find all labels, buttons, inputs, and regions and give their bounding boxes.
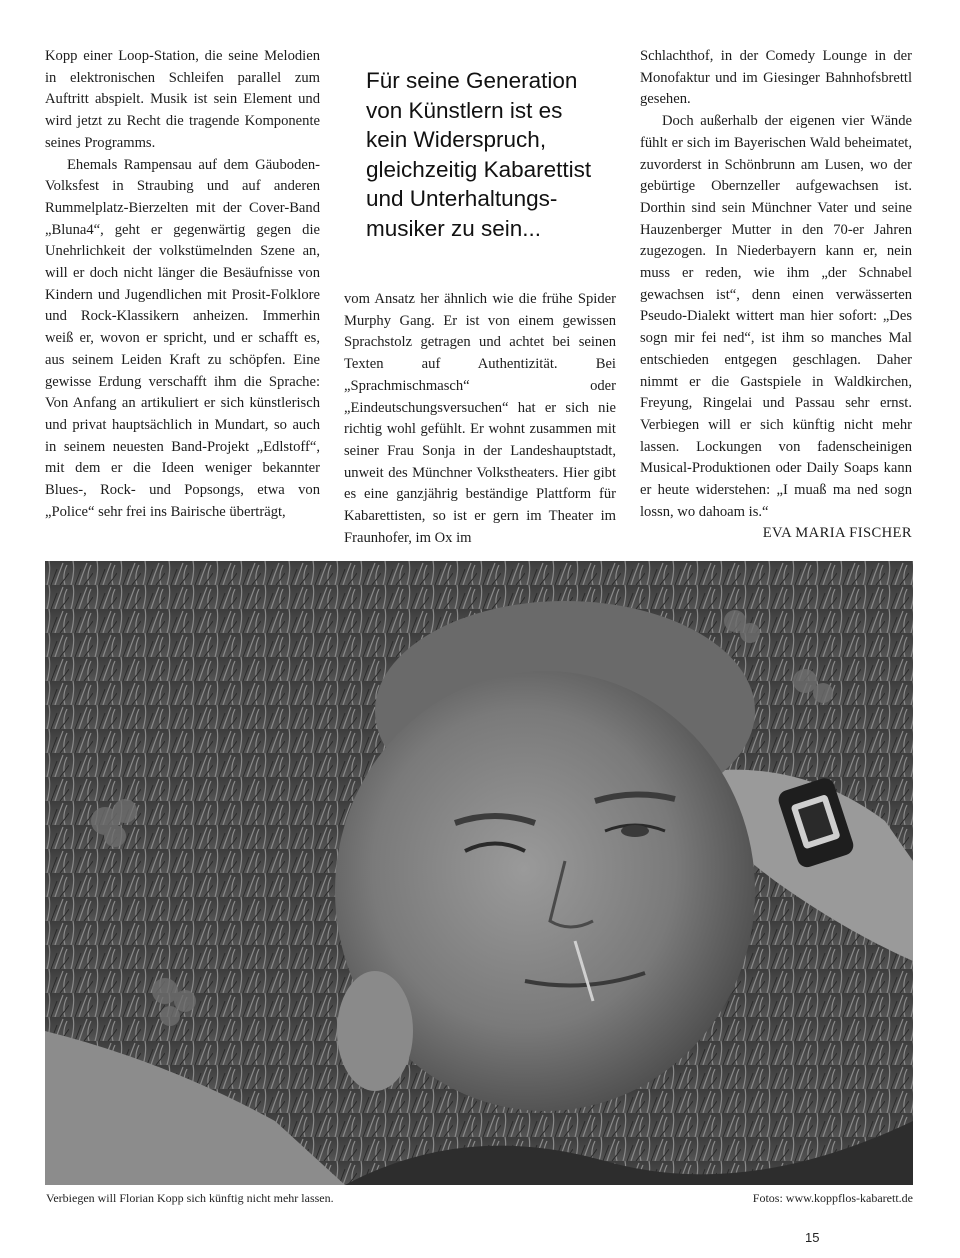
paragraph: Schlachthof, in der Comedy Lounge in der Monofaktur und im Giesinger Bahnhofsbrettl gesehen.	[640, 48, 912, 108]
pull-quote-line: und Unterhaltungs-	[366, 186, 558, 212]
page-number: 15	[805, 1230, 820, 1245]
pull-quote-line: von Künstlern ist es	[366, 97, 563, 123]
paragraph: Doch außerhalb der eigenen vier Wände fühlt er sich im Bayerischen Wald beheimatet, zuvorderst in Schönbrunn am Lusen, wo der gebürtige Obernzeller aufgewachsen ist. Dorthin sind sein Münchner Vater und seine Hauzenberger Mutter in den 70-er Jahren zugezogen. In Niederbayern kann er, nein muss er reden, wie ihm „der Schnabel gewachsen ist“, denn einen verwässerten Pseudo-Dialekt wittert man hier sofort: „Des sogn mir fei ned“, ist ihm so manches Mal entschieden entgegen geschlagen. Daher nimmt er die Gastspiele in Waldkirchen, Freyung, Ringelai und Passau sehr ernst. Verbiegen will er sich künftig nicht mehr lassen. Lockungen von fadenscheinigen Musical-Produktionen oder Daily Soaps kann er heute widerstehen: „I muaß ma ned sogn lossn, wo dahoam is.“	[640, 113, 912, 520]
article-column-2	[344, 289, 616, 549]
author-byline: EVA MARIA FISCHER	[762, 525, 912, 542]
pull-quote-line: musiker zu sein...	[366, 215, 542, 241]
pull-quote-line: gleichzeitig Kabarettist	[366, 156, 592, 182]
photo-credit: Fotos: www.koppflos-kabarett.de	[752, 1191, 913, 1205]
pull-quote-line: Für seine Generation	[366, 68, 578, 93]
pull-quote	[366, 66, 616, 244]
article-column-1	[45, 46, 320, 523]
paragraph: Ehemals Rampensau auf dem Gäuboden-Volksfest in Straubing und auf anderen Rummelplatz-Bierzelten mit der Cover-Band „Bluna4“, geht er gegenwärtig gegen die Unehrlichkeit der volkstümelnden Szene an, will er doch nicht länger die Besäufnisse von Kindern und Jugendlichen mit Prosit-Folklore und Rock-Klassikern anheizen. Immerhin weiß er, wovon er spricht, und er schafft es, aus seinem Leiden Kraft zu schöpfen. Eine gewisse Erdung verschafft ihm die Sprache: Von Anfang an artikuliert er sich künstlerisch und privat hauptsächlich in Mundart, so auch in seinem neuesten Band-Projekt „Edlstoff“, mit dem er die Ideen weniger bekannter Blues-, Rock- und Popsongs, etwa von „Police“ sehr frei ins Bairische überträgt,	[45, 156, 320, 520]
article-column-3	[640, 46, 912, 545]
photo-caption: Verbiegen will Florian Kopp sich künftig nicht mehr lassen.	[46, 1191, 334, 1205]
photo-illustration	[45, 561, 913, 1185]
article-photo	[45, 561, 913, 1185]
paragraph: Kopp einer Loop-Station, die seine Melodien in elektronischen Schleifen parallel zum Auftritt abspielt. Musik ist sein Element und wird jetzt zu Recht die tragende Komponente seines Programms.	[45, 48, 320, 151]
paragraph: vom Ansatz her ähnlich wie die frühe Spider Murphy Gang. Er ist von einem gewissen Sprachstolz getragen und achtet bei seinen Texten auf Authentizität. Bei „Sprachmischmasch“ oder „Eindeutschungsversuchen“ hat er sich nie richtig wohl gefühlt. Er wohnt zusammen mit seiner Frau Sonja in der Landeshauptstadt, unweit des Münchner Volkstheaters. Hier gibt es eine ganzjährig beständige Plattform für Kabarettisten, so ist er gern im Theater im Fraunhofer, im Ox im	[344, 291, 616, 546]
pull-quote-line: kein Widerspruch,	[366, 127, 547, 153]
